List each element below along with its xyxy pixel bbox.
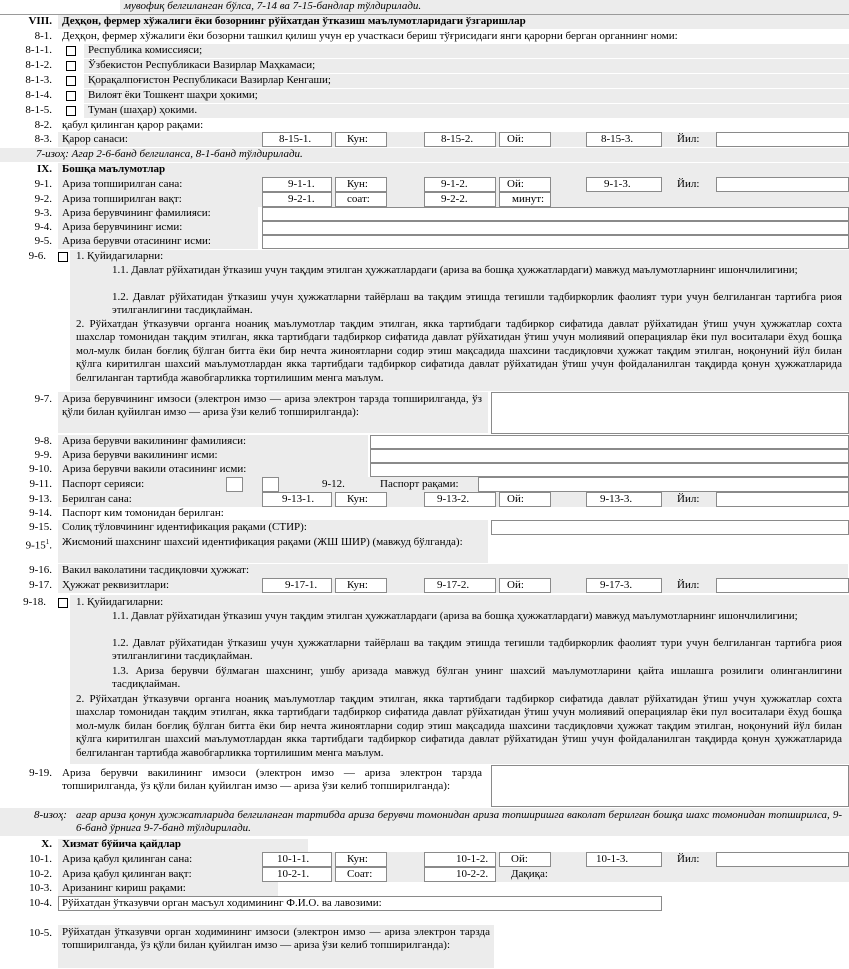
row-9-17-label: Ҳужжат реквизитлари: xyxy=(62,579,170,591)
row-9-11-number: 9-11. xyxy=(29,478,52,490)
day-label: Кун: xyxy=(347,178,368,190)
row-9-18-number: 9-18. xyxy=(23,596,46,608)
organ-option-number: 8-1-5. xyxy=(25,104,52,116)
passport-number-label: Паспорт рақами: xyxy=(380,478,459,490)
row-10-1-number: 10-1. xyxy=(29,853,52,865)
organ-option-number: 8-1-2. xyxy=(25,59,52,71)
minute-label: минут: xyxy=(512,193,545,205)
row-10-1-label: Ариза қабул қилинган сана: xyxy=(62,853,193,865)
row-10-3-number: 10-3. xyxy=(29,882,52,894)
field-code: 9-1-1. xyxy=(288,178,315,190)
row-9-15-label: Солиқ тўловчининг идентификация рақами (СТИР): xyxy=(62,521,307,533)
day-label: Кун: xyxy=(347,853,368,865)
row-9-10-number: 9-10. xyxy=(29,463,52,475)
row-10-2-label: Ариза қабул қилинган вақт: xyxy=(62,868,192,880)
row-9-14-number: 9-14. xyxy=(29,507,52,519)
consent-item-1-3: 1.3. Ариза берувчи бўлмаган шахснинг, ушбу аризада мавжуд бўлган унинг шахсий маълумотларини қайта ишлашга розилиги олинганлигини тасдиқлайман. xyxy=(112,665,842,691)
row-9-5-number: 9-5. xyxy=(34,235,52,247)
issue-year-value[interactable] xyxy=(716,492,849,507)
section-9-title: Бошқа маълумотлар xyxy=(62,163,166,175)
submit-year-value[interactable] xyxy=(716,177,849,192)
month-label: Ой: xyxy=(511,853,528,865)
row-9-9-number: 9-9. xyxy=(34,449,52,461)
hour-label: Соат: xyxy=(347,868,373,880)
organ-option-number: 8-1-1. xyxy=(25,44,52,56)
field-code: 10-2-1. xyxy=(277,868,310,880)
organ-option-label: Қорақалпоғистон Республикаси Вазирлар Кенгаши; xyxy=(88,74,331,86)
row-8-3-label: Қарор санаси: xyxy=(62,133,128,145)
row-9-6-number: 9-6. xyxy=(28,250,46,262)
row-9-9-label: Ариза берувчи вакилининг исми: xyxy=(62,449,218,461)
year-label: Йил: xyxy=(677,579,700,591)
field-code: 9-17-1. xyxy=(285,579,318,591)
day-label: Кун: xyxy=(347,133,368,145)
row-9-15-1-label: Жисмоний шахснинг шахсий идентификация рақами (ЖШ ШИР) (мавжуд бўлганда): xyxy=(62,536,463,548)
row-9-16-label: Вакил ваколатини тасдиқловчи ҳужжат: xyxy=(62,564,250,576)
note-7: 7-изоҳ: Агар 2-6-банд белгиланса, 8-1-банд тўлдирилади. xyxy=(36,148,303,160)
declaration-item-1-2: 1.2. Давлат рўйхатидан ўтказиш учун ҳужжатларни тайёрлаш ва тақдим этишда тегишли тадбиркорлик фаолият тури учун белгиланган тартибга риоя этилганлигини тасдиқлайман. xyxy=(112,291,842,317)
consent-checkbox[interactable] xyxy=(58,598,68,608)
row-9-8-number: 9-8. xyxy=(34,435,52,447)
field-code: 9-13-1. xyxy=(282,493,315,505)
applicant-patronymic-field[interactable] xyxy=(262,235,849,249)
row-9-17-number: 9-17. xyxy=(29,579,52,591)
year-label: Йил: xyxy=(677,178,700,190)
minute-label: Дақиқа: xyxy=(511,868,548,880)
representative-surname-field[interactable] xyxy=(370,435,849,449)
row-10-5-label: Рўйхатдан ўтказувчи орган ходимининг имзоси (электрон имзо — ариза электрон тарзда топширилганда, ўз қўли билан қуйилган имзо — ариза ўзи келиб топширилганда): xyxy=(62,926,490,952)
declaration-checkbox[interactable] xyxy=(58,252,68,262)
row-9-15-number: 9-15. xyxy=(29,521,52,533)
passport-number-field[interactable] xyxy=(478,477,849,492)
field-code: 9-13-2. xyxy=(437,493,470,505)
organ-option-number: 8-1-4. xyxy=(25,89,52,101)
note-8-text: агар ариза қонун ҳужжатларида белгиланган тартибда ариза берувчи томонидан ариза топширишга ваколат берилган бошқа шахс томонидан топширилса, 9-6-банд ўрнига 9-7-банд тўлдирилади. xyxy=(76,809,842,835)
field-code: 9-1-3. xyxy=(604,178,631,190)
row-10-5-number: 10-5. xyxy=(29,927,52,939)
consent-item-1-1: 1.1. Давлат рўйхатидан ўтказиш учун тақдим этилган ҳужжатлардаги (ариза ва бошқа ҳужжатлардаги) мавжуд маълумотларнинг ишончлилигини; xyxy=(112,610,798,622)
field-code: 9-13-3. xyxy=(600,493,633,505)
superscript: 1 xyxy=(45,538,50,546)
organ-checkbox[interactable] xyxy=(66,106,76,116)
organ-option-label: Вилоят ёки Тошкент шаҳри ҳокими; xyxy=(88,89,258,101)
applicant-surname-field[interactable] xyxy=(262,207,849,221)
row-9-5-label: Ариза берувчи отасининг исми: xyxy=(62,235,211,247)
organ-option-label: Туман (шаҳар) ҳокими. xyxy=(88,104,198,116)
passport-series-field[interactable] xyxy=(226,477,243,492)
consent-item-2: 2. Рўйхатдан ўтказувчи органга ноаниқ маълумотлар тақдим этилган, якка тартибдаги тадбиркор сифатида давлат рўйхатидан ўтиш учун ҳужжатлар сохта шахслар томонидан тақдим этилган, якка тартибдаги тадбиркор сифатида давлат рўйхатидан ўтиш учун молиявий операциялар ёки пул воситалари ёхуд бошқа мол-мулк билан боғлиқ бўлган битта ёки бир нечта жиноятларни содир этиш мақсадида шахсини тасдиқловчи ҳужжат тақдим этилган, ноқонуний йўл билан қўлга киритилган шахсий маълумотлардан якка тартибдаги тадбиркор сифатида давлат рўйхатидан ўтиш учун фойдаланилган тақдирда қонун ҳужжатларида белгиланган тартибда жавобгарликка тортилишим менга маълум. xyxy=(76,693,842,759)
note-8-label: 8-изоҳ: xyxy=(34,809,67,821)
passport-series-label: Паспорт серияси: xyxy=(62,478,145,490)
year-label: Йил: xyxy=(677,493,700,505)
section-8-number: VIII. xyxy=(28,15,52,27)
row-9-1-number: 9-1. xyxy=(34,178,52,190)
month-label: Ой: xyxy=(507,493,524,505)
field-code: 10-1-3. xyxy=(596,853,629,865)
applicant-name-field[interactable] xyxy=(262,221,849,235)
row-9-19-label: Ариза берувчи вакилининг имзоси (электрон имзо — ариза электрон тарзда топширилганда, ўз қўли билан қуйилган имзо — ариза ўзи келиб топширилганда): xyxy=(62,767,482,793)
organ-checkbox[interactable] xyxy=(66,76,76,86)
field-code: 9-2-2. xyxy=(441,193,468,205)
field-code: 10-1-2. xyxy=(456,853,489,865)
representative-signature-field[interactable] xyxy=(491,765,849,807)
row-8-3-number: 8-3. xyxy=(34,133,52,145)
doc-year-value[interactable] xyxy=(716,578,849,593)
consent-item-1-2: 1.2. Давлат рўйхатидан ўтказиш учун ҳужжатларни тайёрлаш ва тақдим этишда тегишли тадбиркорлик фаолият тури учун белгиланган тартибга риоя этилганлигини тасдиқлайман. xyxy=(112,637,842,663)
row-10-3-label: Аризанинг кириш рақами: xyxy=(62,882,186,894)
year-label: Йил: xyxy=(677,133,700,145)
row-9-13-number: 9-13. xyxy=(29,493,52,505)
row-9-10-label: Ариза берувчи вакили отасининг исми: xyxy=(62,463,247,475)
hour-label: соат: xyxy=(347,193,370,205)
day-label: Кун: xyxy=(347,493,368,505)
row-9-15-1-number: $9-15^1$. xyxy=(25,538,52,552)
organ-checkbox[interactable] xyxy=(66,91,76,101)
field-code: 8-15-3. xyxy=(601,133,634,145)
row-9-3-number: 9-3. xyxy=(34,207,52,219)
field-code: 8-15-2. xyxy=(441,133,474,145)
row-9-3-label: Ариза берувчининг фамилияси: xyxy=(62,207,211,219)
month-label: Ой: xyxy=(507,133,524,145)
organ-checkbox[interactable] xyxy=(66,61,76,71)
row-9-8-label: Ариза берувчи вакилининг фамилияси: xyxy=(62,435,247,447)
row-9-12-number: 9-12. xyxy=(322,478,345,490)
organ-option-label: Республика комиссияси; xyxy=(88,44,203,56)
declaration-item-1-1: 1.1. Давлат рўйхатидан ўтказиш учун тақдим этилган ҳужжатлардаги (ариза ва бошқа ҳужжатлардаги) мавжуд маълумотларнинг ишончлилигини; xyxy=(112,264,798,276)
section-9-number: IX. xyxy=(37,163,52,175)
row-8-1-number: 8-1. xyxy=(34,30,52,42)
row-9-1-label: Ариза топширилган сана: xyxy=(62,178,183,190)
field-code: 10-2-2. xyxy=(456,868,489,880)
field-code: 9-17-2. xyxy=(437,579,470,591)
row-9-16-number: 9-16. xyxy=(29,564,52,576)
organ-option-label: Ўзбекистон Республикаси Вазирлар Маҳкамаси; xyxy=(88,59,316,71)
applicant-signature-field[interactable] xyxy=(491,392,849,434)
received-year-value[interactable] xyxy=(716,852,849,867)
decision-year-value[interactable] xyxy=(716,132,849,147)
section-10-title: Хизмат бўйича қайдлар xyxy=(62,838,181,850)
organ-option-number: 8-1-3. xyxy=(25,74,52,86)
passport-series-field[interactable] xyxy=(262,477,279,492)
month-label: Ой: xyxy=(507,579,524,591)
organ-checkbox[interactable] xyxy=(66,46,76,56)
row-9-7-label: Ариза берувчининг имзоси (электрон имзо — ариза электрон тарзда топширилганда, ўз қўли билан қуйилган имзо — ариза ўзи келиб топширилганда): xyxy=(62,393,482,419)
day-label: Кун: xyxy=(347,579,368,591)
top-note: мувофиқ белгиланган бўлса, 7-14 ва 7-15-бандлар тўлдирилади. xyxy=(124,0,422,12)
tin-field[interactable] xyxy=(491,520,849,535)
section-8-title: Деҳқон, фермер хўжалиги ёки бозорнинг рўйхатдан ўтказиш маълумотларидаги ўзгаришлар xyxy=(62,15,526,27)
representative-name-field[interactable] xyxy=(370,449,849,463)
row-8-1-label: Деҳқон, фермер хўжалиги ёки бозорни ташкил қилиш учун ер участкаси бериш тўғрисидаги янги қарорни берган органнинг номи: xyxy=(62,30,678,42)
row-9-14-label: Паспорт ким томонидан берилган: xyxy=(62,507,224,519)
consent-item-1: 1. Қуйидагиларни: xyxy=(76,596,164,608)
row-9-7-number: 9-7. xyxy=(34,393,52,405)
declaration-item-1: 1. Қуйидагиларни: xyxy=(76,250,164,262)
year-label: Йил: xyxy=(677,853,700,865)
row-9-19-number: 9-19. xyxy=(29,767,52,779)
row-8-2-number: 8-2. xyxy=(34,119,52,131)
row-9-2-number: 9-2. xyxy=(34,193,52,205)
row-8-2-label: қабул қилинган қарор рақами: xyxy=(62,119,204,131)
row-9-4-label: Ариза берувчининг исми: xyxy=(62,221,183,233)
row-10-4-number: 10-4. xyxy=(29,897,52,909)
field-code: 9-2-1. xyxy=(288,193,315,205)
row-10-4-label: Рўйхатдан ўтказувчи орган масъул ходимининг Ф.И.О. ва лавозими: xyxy=(62,897,382,909)
month-label: Ой: xyxy=(507,178,524,190)
field-code: 9-1-2. xyxy=(441,178,468,190)
section-10-number: X. xyxy=(41,838,52,850)
row-10-2-number: 10-2. xyxy=(29,868,52,880)
field-code: 8-15-1. xyxy=(279,133,312,145)
row-9-4-number: 9-4. xyxy=(34,221,52,233)
field-code: 10-1-1. xyxy=(277,853,310,865)
row-9-13-label: Берилган сана: xyxy=(62,493,132,505)
declaration-item-2: 2. Рўйхатдан ўтказувчи органга ноаниқ маълумотлар тақдим этилган, якка тартибдаги тадбиркор сифатида давлат рўйхатидан ўтиш учун ҳужжатлар сохта шахслар томонидан тақдим этилган, якка тартибдаги тадбиркор сифатида давлат рўйхатидан ўтиш учун молиявий операциялар ёки пул воситалари ёхуд бошқа мол-мулк билан боғлиқ бўлган битта ёки бир нечта жиноятларни содир этиш мақсадида шахсини тасдиқловчи ҳужжат тақдим этилган, ноқонуний йўл билан қўлга киритилган шахсий маълумотлардан якка тартибдаги тадбиркор сифатида давлат рўйхатидан ўтиш учун фойдаланилган тақдирда қонун ҳужжатларида белгиланган тартибда жавобгарликка тортилишим менга маълум. xyxy=(76,318,842,384)
field-code: 9-17-3. xyxy=(600,579,633,591)
row-9-2-label: Ариза топширилган вақт: xyxy=(62,193,182,205)
representative-patronymic-field[interactable] xyxy=(370,463,849,477)
